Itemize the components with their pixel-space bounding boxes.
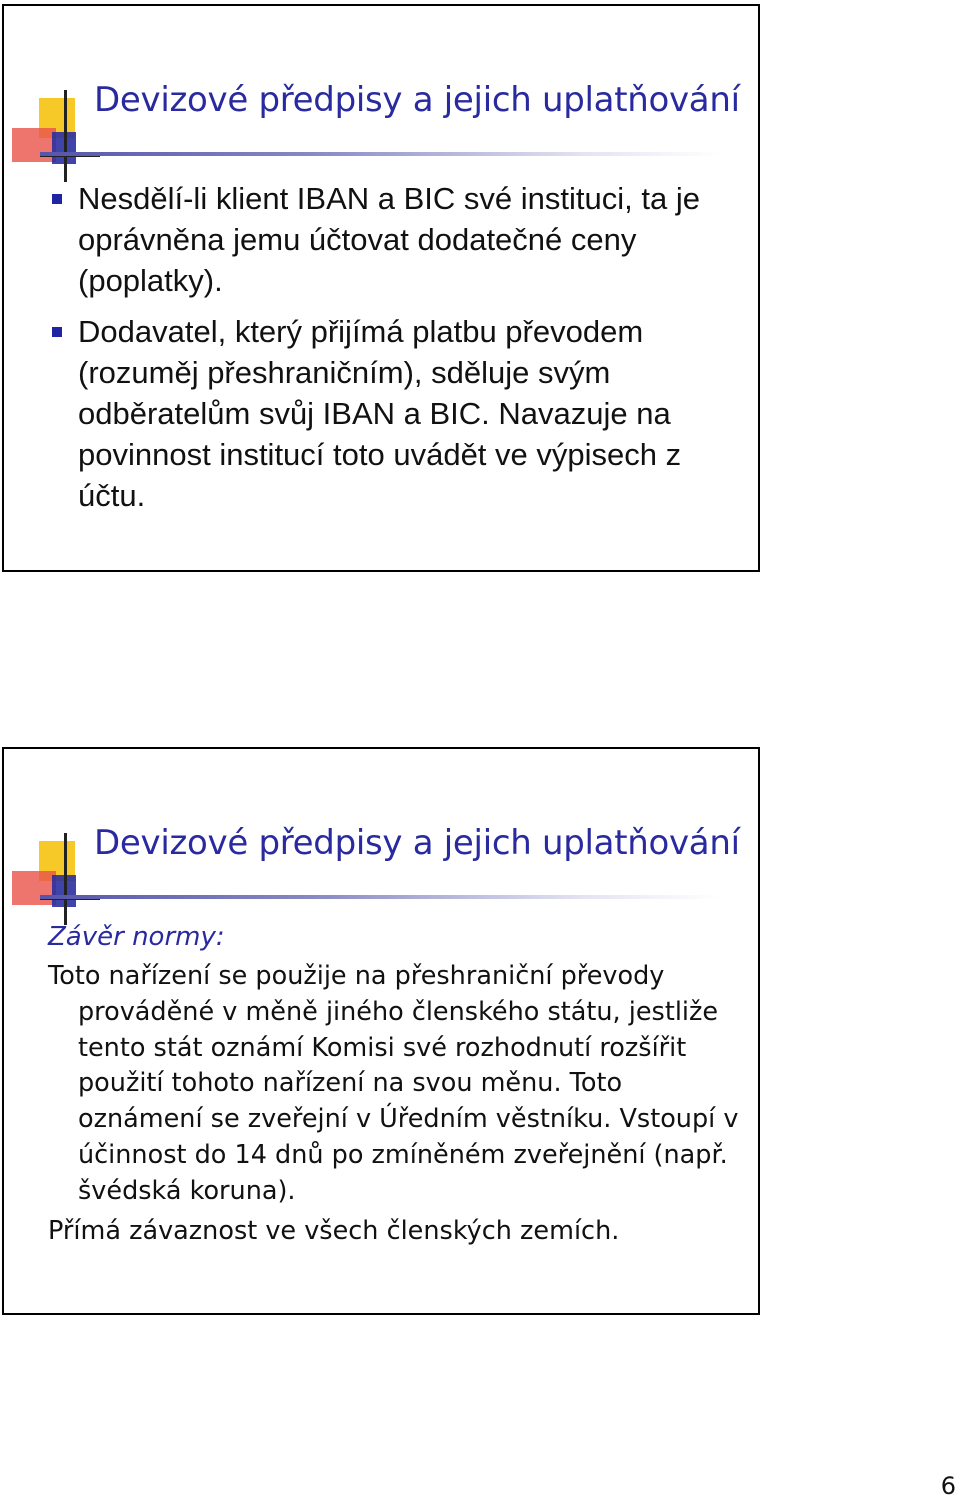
square-bullet-icon (52, 194, 62, 204)
slide-1 (2, 4, 760, 572)
bullet-list (48, 178, 748, 526)
slide-body (48, 919, 748, 1249)
square-bullet-icon (52, 327, 62, 337)
body-paragraph: Toto nařízení se použije na přeshraniční převody prováděné v měně jiného členského státu, jestliže tento stát oznámí Komisi své rozhodnutí rozšířit použití tohoto nařízení na svou měnu. Toto oznámení se zveřejní v Úředním věstníku. Vstoupí v účinnost do 14 dnů po zmíněném zveřejnění (např. švédská koruna). (48, 961, 739, 1206)
slide-2 (2, 747, 760, 1315)
title-divider (40, 895, 720, 899)
title-divider (40, 152, 720, 156)
page-number: 6 (940, 1472, 956, 1500)
bullet-item (48, 178, 748, 301)
section-subheading: Závěr normy: (48, 922, 225, 952)
bullet-text: Dodavatel, který přijímá platbu převodem (rozuměj přeshraničním), sděluje svým odběratelům svůj IBAN a BIC. Navazuje na povinnost institucí toto uvádět ve výpisech z účtu. (78, 314, 682, 513)
bullet-item (48, 311, 748, 516)
slide-title: Devizové předpisy a jejich uplatňování (94, 823, 740, 863)
bullet-text: Nesdělí-li klient IBAN a BIC své instituci, ta je oprávněna jemu účtovat dodatečné ceny (poplatky). (78, 181, 700, 298)
body-paragraph: Přímá závaznost ve všech členských zemích. (48, 1215, 620, 1246)
slide-title: Devizové předpisy a jejich uplatňování (94, 80, 740, 120)
